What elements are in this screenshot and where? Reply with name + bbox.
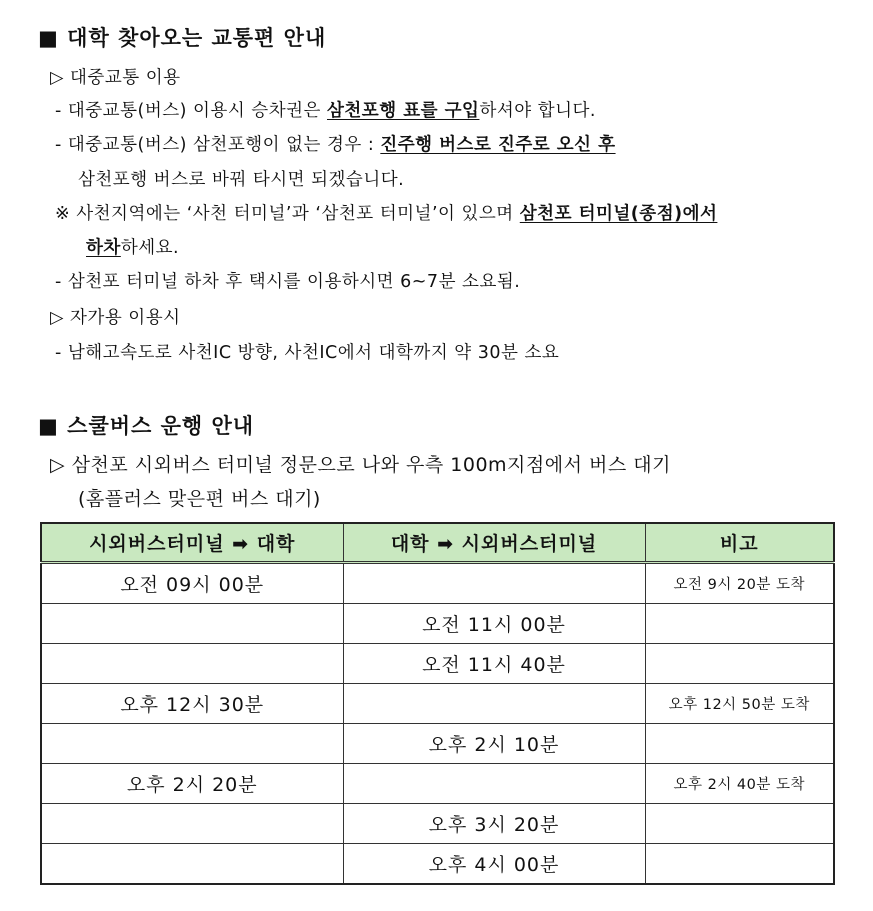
cell-departure-university	[343, 764, 645, 804]
cell-remark	[645, 604, 834, 644]
table-row	[41, 804, 834, 844]
cell-remark: 오후 12시 50분 도착	[645, 684, 834, 724]
cell-departure-terminal: 오후 12시 30분	[41, 684, 343, 724]
table-row	[41, 644, 834, 684]
table-row	[41, 724, 834, 764]
cell-departure-terminal	[41, 844, 343, 885]
cell-remark	[645, 804, 834, 844]
bus-ticket-text: - 대중교통(버스) 이용시 승차권은	[55, 101, 327, 121]
bus-stop-note: (홈플러스 맞은편 버스 대기)	[78, 488, 321, 510]
cell-departure-terminal	[41, 604, 343, 644]
cell-departure-terminal	[41, 804, 343, 844]
bus-ticket-text-end: 하셔야 합니다.	[479, 101, 596, 121]
header-remarks: 비고	[645, 523, 834, 563]
cell-departure-university: 오후 3시 20분	[343, 804, 645, 844]
terminal-note-text: ※ 사천지역에는 ‘사천 터미널’과 ‘삼천포 터미널’이 있으며	[55, 204, 520, 224]
get-off-line	[86, 234, 179, 259]
header-university-to-terminal: 대학 ➡ 시외버스터미널	[343, 523, 645, 563]
bus-ticket-emphasis: 삼천포행 표를 구입	[327, 101, 480, 121]
cell-departure-university: 오전 11시 00분	[343, 604, 645, 644]
cell-remark	[645, 644, 834, 684]
no-direct-bus-line	[55, 131, 616, 156]
no-direct-bus-emphasis: 진주행 버스로 진주로 오신 후	[380, 135, 616, 155]
cell-remark: 오전 9시 20분 도착	[645, 563, 834, 604]
cell-departure-university: 오후 4시 00분	[343, 844, 645, 885]
cell-departure-university: 오전 11시 40분	[343, 644, 645, 684]
bus-ticket-line	[55, 97, 596, 122]
terminal-note-emphasis: 삼천포 터미널(종점)에서	[519, 204, 718, 224]
section-title-transport: ■ 대학 찾아오는 교통편 안내	[38, 26, 327, 50]
school-bus-timetable	[40, 522, 835, 885]
table-row	[41, 563, 834, 604]
cell-departure-terminal: 오후 2시 20분	[41, 764, 343, 804]
table-row	[41, 684, 834, 724]
cell-remark	[645, 844, 834, 885]
cell-departure-university: 오후 2시 10분	[343, 724, 645, 764]
header-terminal-to-university: 시외버스터미널 ➡ 대학	[41, 523, 343, 563]
cell-departure-university	[343, 684, 645, 724]
cell-departure-terminal	[41, 644, 343, 684]
no-direct-bus-text: - 대중교통(버스) 삼천포행이 없는 경우 :	[55, 135, 381, 155]
highway-line: - 남해고속도로 사천IC 방향, 사천IC에서 대학까지 약 30분 소요	[55, 343, 560, 363]
table-row	[41, 764, 834, 804]
cell-remark	[645, 724, 834, 764]
cell-remark: 오후 2시 40분 도착	[645, 764, 834, 804]
bus-stop-line: ▷ 삼천포 시외버스 터미널 정문으로 나와 우측 100m지점에서 버스 대기	[50, 454, 671, 476]
taxi-line: - 삼천포 터미널 하차 후 택시를 이용하시면 6~7분 소요됨.	[55, 272, 521, 292]
terminal-note-line	[55, 200, 717, 225]
get-off-text: 하세요.	[120, 238, 180, 258]
transfer-line: 삼천포행 버스로 바꿔 타시면 되겠습니다.	[78, 170, 405, 190]
section-title-school-bus: ■ 스쿨버스 운행 안내	[38, 414, 255, 438]
cell-departure-terminal	[41, 724, 343, 764]
get-off-emphasis: 하차	[86, 238, 121, 258]
cell-departure-terminal: 오전 09시 00분	[41, 563, 343, 604]
table-header-row	[41, 523, 834, 563]
car-heading: ▷ 자가용 이용시	[50, 308, 181, 328]
public-transport-heading: ▷ 대중교통 이용	[50, 68, 181, 88]
cell-departure-university	[343, 563, 645, 604]
table-row	[41, 604, 834, 644]
table-row	[41, 844, 834, 885]
